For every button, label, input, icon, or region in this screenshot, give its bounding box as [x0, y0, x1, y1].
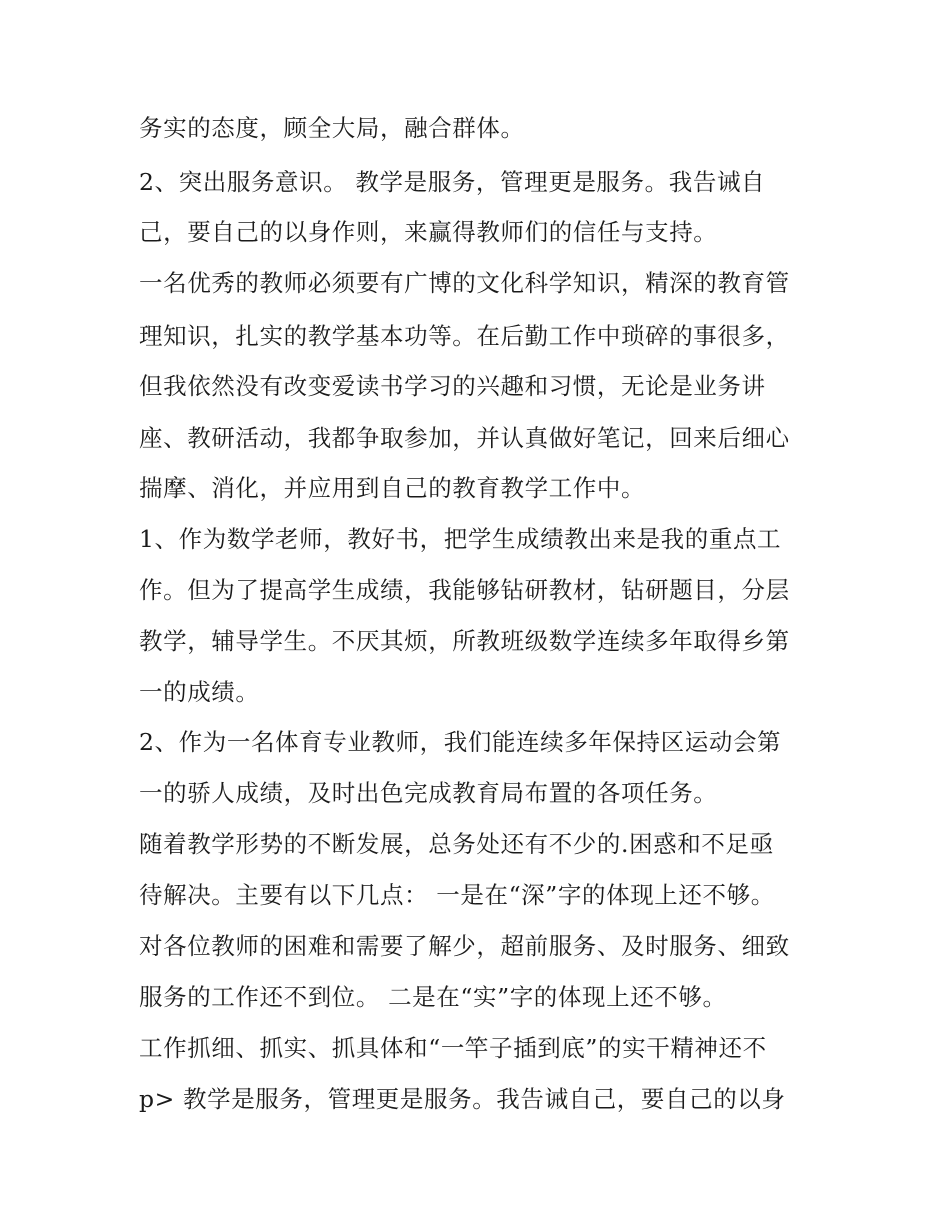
text-line: 座、教研活动，我都争取参加，并认真做好笔记，回来后细心: [139, 424, 790, 452]
text-line: 2、突出服务意识。 教学是服务，管理更是服务。我告诫自: [139, 168, 766, 196]
text-line: 一的成绩。: [139, 678, 260, 706]
text-line: 理知识，扎实的教学基本功等。在后勤工作中琐碎的事很多，: [139, 322, 790, 350]
text-line: 教学，辅导学生。不厌其烦，所教班级数学连续多年取得乡第: [139, 627, 790, 655]
text-line: 己，要自己的以身作则，来赢得教师们的信任与支持。: [139, 218, 718, 246]
text-line: 揣摩、消化，并应用到自己的教育教学工作中。: [139, 474, 646, 502]
text-line: 随着教学形势的不断发展，总务处还有不少的.困惑和不足亟: [139, 830, 774, 858]
text-line: 作。但为了提高学生成绩，我能够钻研教材，钻研题目，分层: [139, 576, 790, 604]
text-line: 但我依然没有改变爱读书学习的兴趣和习惯，无论是业务讲: [139, 372, 766, 400]
text-line: 一的骄人成绩，及时出色完成教育局布置的各项任务。: [139, 779, 718, 807]
text-line: 1、作为数学老师，教好书，把学生成绩教出来是我的重点工: [139, 525, 782, 553]
text-line: 对各位教师的困难和需要了解少，超前服务、及时服务、细致: [139, 932, 790, 960]
text-line: p> 教学是服务，管理更是服务。我告诫自己，要自己的以身: [139, 1085, 786, 1113]
text-line: 一名优秀的教师必须要有广博的文化科学知识，精深的教育管: [139, 269, 790, 297]
text-line: 待解决。主要有以下几点： 一是在“深”字的体现上还不够。: [139, 881, 775, 909]
text-line: 工作抓细、抓实、抓具体和“一竿子插到底”的实干精神还不: [139, 1034, 767, 1062]
text-line: 务实的态度，顾全大局，融合群体。: [139, 114, 525, 142]
text-line: 2、作为一名体育专业教师，我们能连续多年保持区运动会第: [139, 728, 782, 756]
text-line: 服务的工作还不到位。 二是在“实”字的体现上还不够。: [139, 983, 727, 1011]
